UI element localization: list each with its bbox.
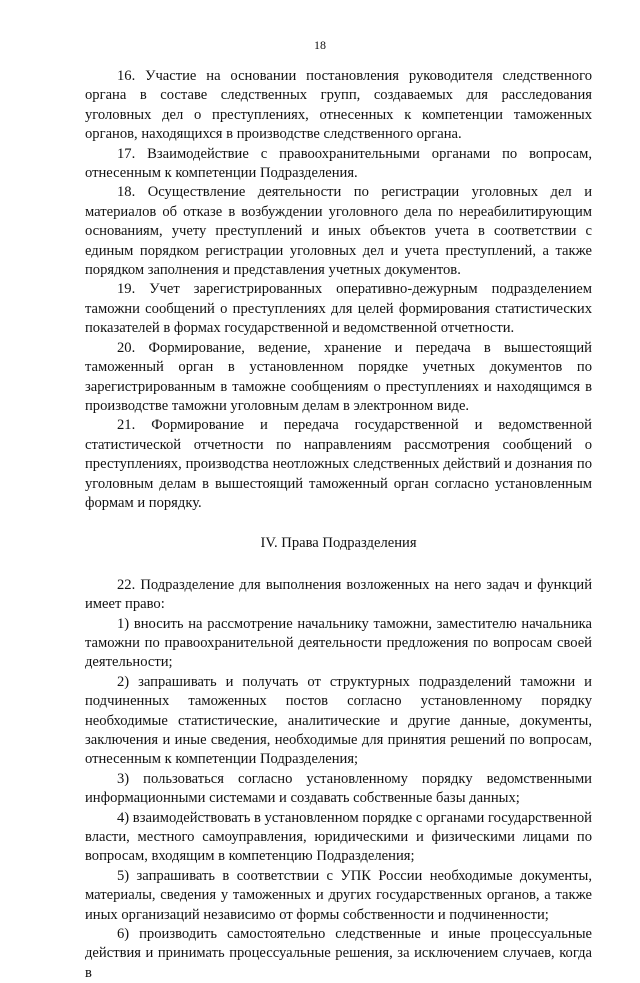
list-item-3: 3) пользоваться согласно установленному порядку ведомственными информационными системами и создавать собственные базы данных; [85,770,592,807]
paragraph-16: 16. Участие на основании постановления руководителя следственного органа в составе следственных групп, создаваемых для расследования уголовных дел о преступлениях, отнесенных к компетенции таможенных органов, находящихся в производстве следственного органа. [85,68,592,143]
list-item-1: 1) вносить на рассмотрение начальнику таможни, заместителю начальника таможни по правоохранительной деятельности предложения по вопросам своей деятельности; [85,615,592,671]
paragraph-18: 18. Осуществление деятельности по регистрации уголовных дел и материалов об отказе в возбуждении уголовного дела по нереабилитирующим основаниям, учету преступлений и иных объектов учета в соответствии с единым порядком регистрации уголовных дел и учета преступлений, а также порядком заполнения и представления учетных документов. [85,184,592,279]
page-number: 18 [314,38,326,52]
section-heading: IV. Права Подразделения [260,535,417,552]
list-item-4: 4) взаимодействовать в установленном порядке с органами государственной власти, местного самоуправления, юридическими и физическими лицами по вопросам, входящим в компетенцию Подразделения; [85,809,592,865]
paragraph-17: 17. Взаимодействие с правоохранительными органами по вопросам, отнесенным к компетенции Подразделения. [85,145,592,182]
paragraph-22: 22. Подразделение для выполнения возложенных на него задач и функций имеет право: [85,576,592,613]
list-item-6: 6) производить самостоятельно следственные и иные процессуальные действия и принимать процессуальные решения, за исключением случаев, когда в [85,926,592,981]
paragraph-19: 19. Учет зарегистрированных оперативно-дежурным подразделением таможни сообщений о преступлениях для целей формирования статистических показателей в формах государственной и ведомственной отчетности. [85,281,592,337]
paragraph-20: 20. Формирование, ведение, хранение и передача в вышестоящий таможенный орган в установленном порядке учетных документов по зарегистрированным в таможне сообщениям о преступлениях и находящимся в производстве таможни уголовным делам в электронном виде. [85,339,592,414]
list-item-2: 2) запрашивать и получать от структурных подразделений таможни и подчиненных таможенных постов согласно установленному порядку необходимые статистические, аналитические и другие данные, документы, заключения и иные сведения, необходимые для принятия решений по вопросам, отнесенным к компетенции Подразделения; [85,673,592,768]
document-body [85,67,592,983]
list-item-5: 5) запрашивать в соответствии с УПК России необходимые документы, материалы, сведения у таможенных и других государственных органов, а также иных организаций независимо от формы собственности и подчиненности; [85,867,592,923]
paragraph-21: 21. Формирование и передача государственной и ведомственной статистической отчетности по направлениям рассмотрения сообщений о преступлениях, производства неотложных следственных действий и дознания по уголовным делам в вышестоящий таможенный орган согласно установленным формам и порядку. [85,417,592,511]
